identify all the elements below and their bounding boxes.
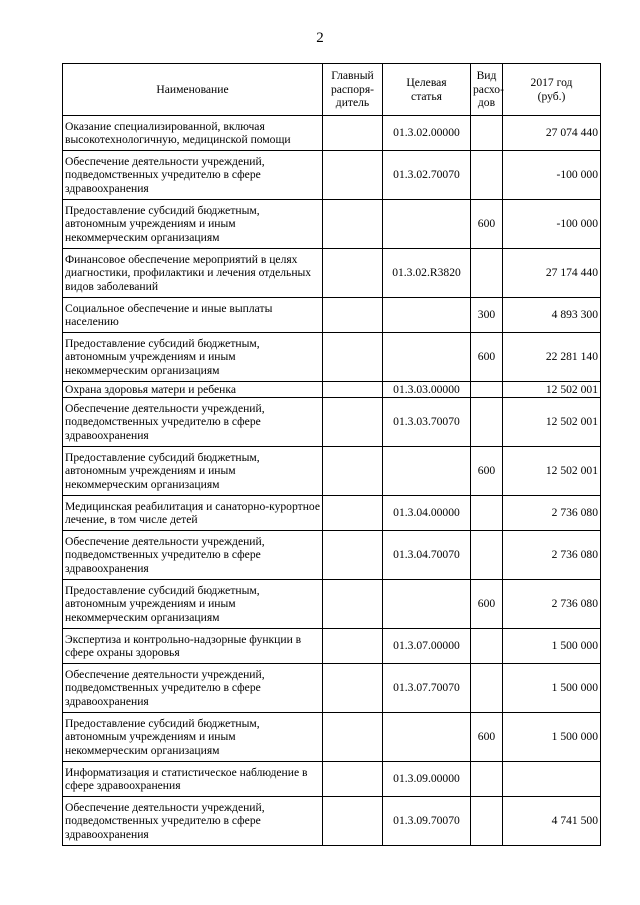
row-type [471, 629, 503, 664]
header-target-line: статья [411, 89, 442, 103]
row-target: 01.3.09.70070 [383, 797, 471, 846]
row-amount: 12 502 001 [503, 382, 601, 398]
row-name: Обеспечение деятельности учреждений, подведомственных учредителю в сфере здравоохранения [63, 398, 323, 447]
row-manager [323, 629, 383, 664]
header-year-line: 2017 год [530, 76, 573, 90]
header-type-line: дов [477, 96, 496, 110]
header-target-line: Целевая [406, 76, 447, 90]
table-row [63, 298, 601, 333]
row-name: Охрана здоровья матери и ребенка [63, 382, 323, 398]
table-row [63, 249, 601, 298]
table-row [63, 664, 601, 713]
page-number: 2 [316, 30, 324, 46]
row-manager [323, 797, 383, 846]
row-type [471, 797, 503, 846]
row-target: 01.3.03.70070 [383, 398, 471, 447]
row-target: 01.3.02.R3820 [383, 249, 471, 298]
row-type [471, 382, 503, 398]
row-type [471, 116, 503, 151]
row-manager [323, 531, 383, 580]
header-name: Наименование [63, 64, 323, 116]
row-target: 01.3.02.70070 [383, 151, 471, 200]
table-row [63, 200, 601, 249]
row-type [471, 496, 503, 531]
table-row [63, 382, 601, 398]
row-amount: 4 893 300 [503, 298, 601, 333]
row-type: 300 [471, 298, 503, 333]
row-amount: 22 281 140 [503, 333, 601, 382]
row-name: Предоставление субсидий бюджетным, автономным учреждениям и иным некоммерческим организациям [63, 447, 323, 496]
row-target [383, 200, 471, 249]
row-type: 600 [471, 447, 503, 496]
row-target: 01.3.07.00000 [383, 629, 471, 664]
table-header-row [63, 64, 601, 116]
header-manager-line: распоря- [330, 82, 375, 96]
row-manager [323, 200, 383, 249]
row-amount: 4 741 500 [503, 797, 601, 846]
row-target: 01.3.07.70070 [383, 664, 471, 713]
row-target: 01.3.04.00000 [383, 496, 471, 531]
row-type: 600 [471, 333, 503, 382]
row-manager [323, 298, 383, 333]
row-manager [323, 496, 383, 531]
row-target: 01.3.03.00000 [383, 382, 471, 398]
row-manager [323, 580, 383, 629]
table-row [63, 580, 601, 629]
row-name: Информатизация и статистическое наблюдение в сфере здравоохранения [63, 762, 323, 797]
row-type: 600 [471, 713, 503, 762]
row-amount: 12 502 001 [503, 398, 601, 447]
row-name: Предоставление субсидий бюджетным, автономным учреждениям и иным некоммерческим организациям [63, 200, 323, 249]
table-row [63, 797, 601, 846]
row-target [383, 447, 471, 496]
row-name: Финансовое обеспечение мероприятий в целях диагностики, профилактики и лечения отдельных видов заболеваний [63, 249, 323, 298]
table-row [63, 713, 601, 762]
row-name: Предоставление субсидий бюджетным, автономным учреждениям и иным некоммерческим организациям [63, 713, 323, 762]
row-manager [323, 398, 383, 447]
row-target [383, 333, 471, 382]
header-year-line: (руб.) [537, 89, 566, 103]
row-amount: 2 736 080 [503, 496, 601, 531]
table-row [63, 629, 601, 664]
header-manager-line: дитель [335, 96, 370, 110]
row-amount: 12 502 001 [503, 447, 601, 496]
row-manager [323, 116, 383, 151]
row-name: Предоставление субсидий бюджетным, автономным учреждениям и иным некоммерческим организациям [63, 580, 323, 629]
row-manager [323, 382, 383, 398]
table-row [63, 762, 601, 797]
row-amount: 1 500 000 [503, 629, 601, 664]
row-name: Обеспечение деятельности учреждений, подведомственных учредителю в сфере здравоохранения [63, 531, 323, 580]
table-row [63, 447, 601, 496]
header-target [383, 64, 471, 116]
header-manager-line: Главный [331, 69, 374, 83]
row-manager [323, 713, 383, 762]
table-row [63, 151, 601, 200]
header-type-line: Вид [476, 69, 497, 83]
table-row [63, 116, 601, 151]
row-manager [323, 333, 383, 382]
row-type [471, 664, 503, 713]
row-amount: 27 074 440 [503, 116, 601, 151]
row-target [383, 298, 471, 333]
row-amount [503, 762, 601, 797]
row-amount: 27 174 440 [503, 249, 601, 298]
header-year [503, 64, 601, 116]
table-row [63, 496, 601, 531]
row-target: 01.3.04.70070 [383, 531, 471, 580]
row-name: Предоставление субсидий бюджетным, автономным учреждениям и иным некоммерческим организациям [63, 333, 323, 382]
budget-table [62, 63, 601, 846]
row-type [471, 762, 503, 797]
row-name: Медицинская реабилитация и санаторно-курортное лечение, в том числе детей [63, 496, 323, 531]
row-manager [323, 249, 383, 298]
row-type [471, 249, 503, 298]
row-manager [323, 447, 383, 496]
row-type: 600 [471, 200, 503, 249]
header-manager [323, 64, 383, 116]
row-name: Оказание специализированной, включая высокотехнологичную, медицинской помощи [63, 116, 323, 151]
row-name: Обеспечение деятельности учреждений, подведомственных учредителю в сфере здравоохранения [63, 151, 323, 200]
row-amount: 1 500 000 [503, 664, 601, 713]
row-type [471, 151, 503, 200]
header-type [471, 64, 503, 116]
table-row [63, 531, 601, 580]
row-name: Экспертиза и контрольно-надзорные функции в сфере охраны здоровья [63, 629, 323, 664]
row-manager [323, 664, 383, 713]
row-type [471, 398, 503, 447]
table-row [63, 333, 601, 382]
row-target [383, 580, 471, 629]
row-manager [323, 151, 383, 200]
row-amount: -100 000 [503, 200, 601, 249]
row-target: 01.3.02.00000 [383, 116, 471, 151]
row-name: Обеспечение деятельности учреждений, подведомственных учредителю в сфере здравоохранения [63, 664, 323, 713]
row-name: Социальное обеспечение и иные выплаты населению [63, 298, 323, 333]
row-type: 600 [471, 580, 503, 629]
header-type-line: расхо- [473, 82, 504, 96]
row-type [471, 531, 503, 580]
row-amount: 2 736 080 [503, 580, 601, 629]
table-row [63, 398, 601, 447]
row-amount: 2 736 080 [503, 531, 601, 580]
row-amount: -100 000 [503, 151, 601, 200]
row-name: Обеспечение деятельности учреждений, подведомственных учредителю в сфере здравоохранения [63, 797, 323, 846]
row-target: 01.3.09.00000 [383, 762, 471, 797]
row-target [383, 713, 471, 762]
row-manager [323, 762, 383, 797]
row-amount: 1 500 000 [503, 713, 601, 762]
